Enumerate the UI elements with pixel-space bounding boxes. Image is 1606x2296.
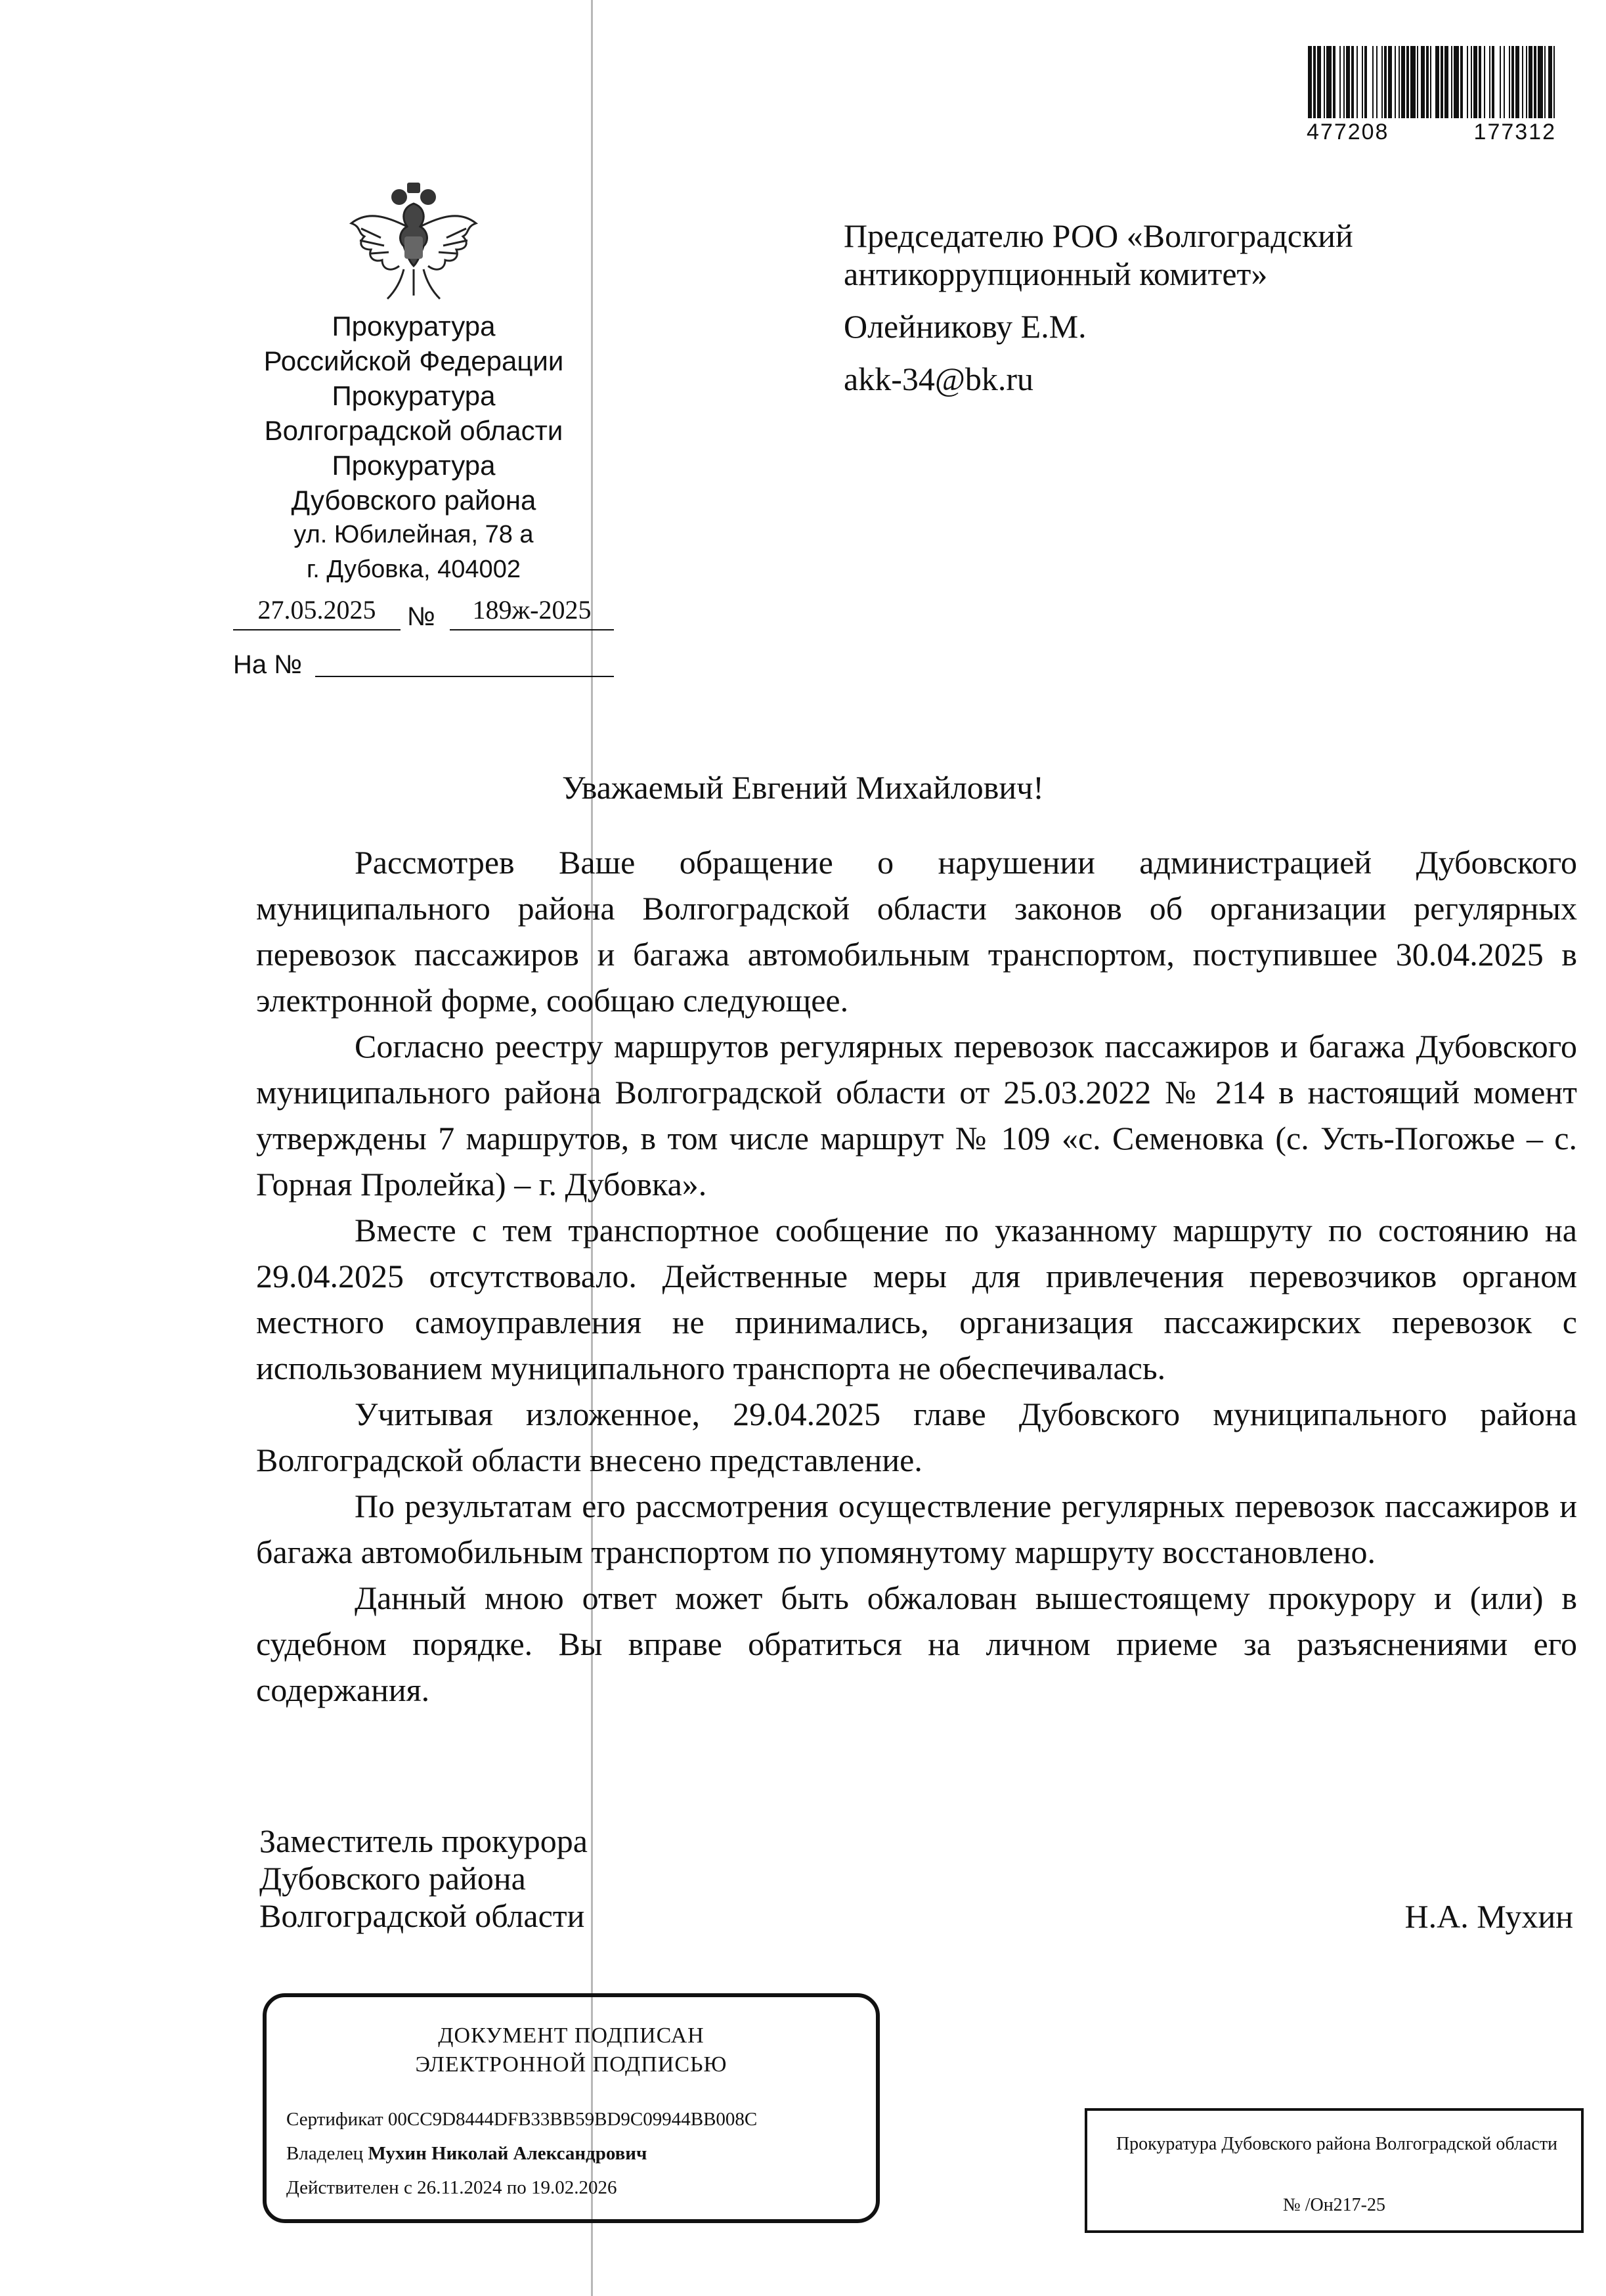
barcode-bar (1489, 46, 1490, 118)
stamp-number: № /Он217-25 (1282, 2195, 1386, 2215)
signer-name: Н.А. Мухин (1404, 1898, 1573, 1935)
barcode-bar (1388, 46, 1392, 118)
reference-underline (315, 676, 614, 677)
barcode-bar (1324, 46, 1325, 118)
sender-line: Прокуратура (332, 380, 496, 411)
recipient-title-line: антикоррупционный комитет» (844, 255, 1268, 292)
esign-owner-value: Мухин Николай Александрович (368, 2143, 647, 2164)
barcode-bar (1504, 46, 1505, 118)
registration-line (233, 591, 614, 630)
barcode-bar (1346, 46, 1350, 118)
esign-valid-to: 19.02.2026 (531, 2177, 617, 2198)
barcode-bar (1451, 46, 1452, 118)
esign-title-line: ДОКУМЕНТ ПОДПИСАН (438, 2023, 705, 2048)
body-paragraph: Учитывая изложенное, 29.04.2025 главе Дубовского муниципального района Волгоградской области внесено представление. (256, 1396, 1577, 1478)
barcode-bar (1381, 46, 1383, 118)
barcode-bar (1317, 46, 1321, 118)
barcode-bar (1544, 46, 1546, 118)
barcode-bar (1529, 46, 1532, 118)
recipient-email: akk-34@bk.ru (844, 361, 1034, 397)
esign-certificate-value: 00CC9D8444DFB33BB59BD9C09944BB008C (387, 2109, 758, 2130)
barcode-numbers (1307, 120, 1556, 145)
signer-position (259, 1822, 588, 1935)
barcode-bar (1548, 46, 1552, 118)
sender-line: Прокуратура (332, 450, 496, 481)
signer-position-line: Заместитель прокурора (259, 1822, 588, 1859)
barcode-bar (1467, 46, 1468, 118)
barcode-bar (1430, 46, 1431, 118)
barcode-bar (1500, 46, 1501, 118)
sender-line: Российской Федерации (263, 345, 564, 376)
barcode-bar (1471, 46, 1472, 118)
body-paragraph: Вместе с тем транспортное сообщение по указанному маршруту по состоянию на 29.04.2025 отсутствовало. Действенные меры для привлечения перевозчиков органом местного самоуправления не принимались, организация пассажирских перевозок с использованием муниципального транспорта не обеспечивалась. (256, 1212, 1577, 1386)
barcode-bar (1401, 46, 1405, 118)
barcode-bar (1522, 46, 1523, 118)
recipient-block (844, 217, 1500, 398)
barcode-bar (1492, 46, 1494, 118)
registration-date: 27.05.2025 (257, 595, 376, 625)
incoming-stamp (1085, 2108, 1584, 2233)
barcode-bar (1526, 46, 1527, 118)
esign-owner (286, 2143, 647, 2165)
signer-position-line: Волгоградской области (259, 1897, 585, 1934)
barcode-bar (1473, 46, 1477, 118)
body-paragraph: Рассмотрев Ваше обращение о нарушении администрацией Дубовского муниципального района Волгоградской области законов об организации регулярных перевозок пассажиров и багажа автомобильным транспортом, поступившее 30.04.2025 в электронной форме, сообщаю следующее. (256, 844, 1577, 1019)
barcode-bar (1343, 46, 1345, 118)
barcode-bar (1362, 46, 1363, 118)
barcode-bar (1484, 46, 1485, 118)
esign-validity (286, 2177, 617, 2199)
barcode-bar (1356, 46, 1358, 118)
barcode-bar (1515, 46, 1519, 118)
barcode-bar (1333, 46, 1335, 118)
esign-valid-to-label: по (506, 2177, 527, 2198)
body-paragraph: Данный мною ответ может быть обжалован вышестоящему прокурору и (или) в судебном порядке. Вы вправе обратиться на личном приеме за разъяснениями его содержания. (256, 1579, 1577, 1708)
sender-line: ул. Юбилейная, 78 а (293, 521, 534, 548)
salutation: Уважаемый Евгений Михайлович! (562, 769, 1044, 806)
sender-line: Волгоградской области (264, 415, 563, 446)
registration-date-underline (233, 629, 401, 630)
barcode-bar (1339, 46, 1341, 118)
barcode-bar (1313, 46, 1316, 118)
registration-number: 189ж-2025 (472, 595, 592, 625)
barcode-bar (1406, 46, 1409, 118)
barcode-bar (1454, 46, 1459, 118)
barcode-bar (1511, 46, 1514, 118)
barcode-bar (1384, 46, 1387, 118)
barcode-bar (1364, 46, 1367, 118)
reference-line (233, 647, 614, 680)
barcode-bar (1538, 46, 1543, 118)
recipient-name: Олейникову Е.М. (844, 308, 1087, 345)
reference-label: На № (233, 650, 303, 679)
barcode-bar (1509, 46, 1510, 118)
barcode-bar (1426, 46, 1429, 118)
barcode-bar (1444, 46, 1448, 118)
esign-title-line: ЭЛЕКТРОННОЙ ПОДПИСЬЮ (415, 2052, 727, 2077)
russian-coat-of-arms-icon (341, 177, 486, 309)
recipient-title-line: Председателю РОО «Волгоградский (844, 217, 1353, 254)
registration-number-label: № (407, 602, 435, 631)
sender-line: Дубовского района (291, 485, 536, 516)
electronic-signature-box (263, 1993, 880, 2223)
sender-line: Прокуратура (332, 311, 496, 342)
barcode-bar (1372, 46, 1374, 118)
barcode-bar (1460, 46, 1463, 118)
barcode-bar (1421, 46, 1425, 118)
letter-body (256, 839, 1577, 1713)
signer-position-line: Дубовского района (259, 1860, 526, 1897)
esign-valid-from-label: Действителен с (286, 2177, 412, 2198)
barcode-bar (1441, 46, 1443, 118)
barcode-number-left: 477208 (1307, 120, 1389, 144)
stamp-office: Прокуратура Дубовского района Волгоградской области (1116, 2134, 1558, 2154)
sender-block (217, 309, 611, 587)
esign-valid-from: 26.11.2024 (417, 2177, 502, 2198)
barcode-bar (1351, 46, 1354, 118)
body-paragraph: Согласно реестру маршрутов регулярных перевозок пассажиров и багажа Дубовского муниципального района Волгоградской области от 25.03.2022 № 214 в настоящий момент утверждены 7 маршрутов, в том числе маршрут № 109 «с. Семеновка (с. Усть-Погожье – с. Горная Пролейка) – г. Дубовка». (256, 1028, 1577, 1203)
barcode-bar (1417, 46, 1418, 118)
barcode-bar (1399, 46, 1400, 118)
barcode-bar (1534, 46, 1536, 118)
barcode-bar (1553, 46, 1555, 118)
barcode-bar (1308, 46, 1312, 118)
registration-number-underline (450, 629, 614, 630)
body-paragraph: По результатам его рассмотрения осуществление регулярных перевозок пассажиров и багажа автомобильным транспортом по упомянутому маршруту восстановлено. (256, 1488, 1577, 1570)
esign-certificate (286, 2109, 757, 2130)
barcode-bar (1395, 46, 1396, 118)
esign-certificate-label: Сертификат (286, 2109, 383, 2130)
sender-line: г. Дубовка, 404002 (307, 556, 521, 583)
esign-owner-label: Владелец (286, 2143, 364, 2164)
barcode-bar (1326, 46, 1332, 118)
barcode-bar (1376, 46, 1378, 118)
barcode-bar (1410, 46, 1416, 118)
barcode-number-right: 177312 (1473, 120, 1556, 144)
barcode-bar (1435, 46, 1439, 118)
barcode-bar (1479, 46, 1481, 118)
barcode (1307, 46, 1556, 118)
